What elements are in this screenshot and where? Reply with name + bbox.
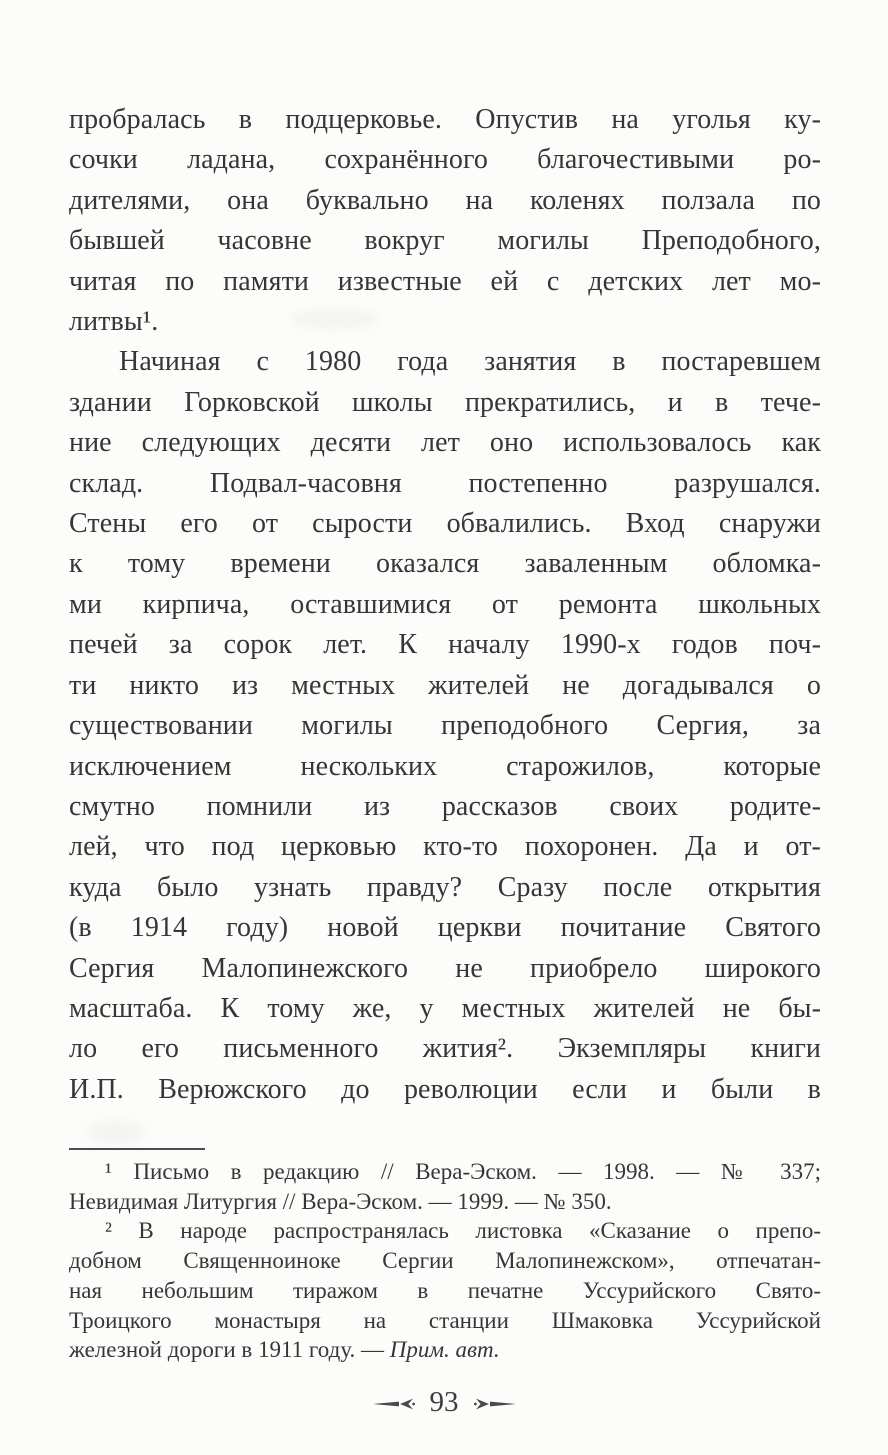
footnote <box>69 1157 821 1216</box>
text-line: Стены его от сырости обвалились. Вход снаружи <box>69 508 821 540</box>
footnote-line <box>69 1335 821 1365</box>
text-line: к тому времени оказался заваленным обломка- <box>69 548 821 580</box>
text-line: И.П. Верюжского до революции если и были в <box>69 1073 821 1105</box>
footnote-line: ная небольшим тиражом в печатне Уссурийского Свято- <box>69 1277 821 1303</box>
footnote-text: железной дороги в 1911 году. — <box>69 1337 390 1363</box>
text-line: ми кирпича, оставшимися от ремонта школьных <box>69 588 821 620</box>
page-number: 93 <box>429 1386 459 1418</box>
text-line: исключением нескольких старожилов, которые <box>69 750 821 782</box>
footnote-line: Невидимая Литургия // Вера-Эском. — 1999. — № 350. <box>69 1188 612 1214</box>
scan-smudge <box>86 1120 146 1146</box>
footnote-line: ² В народе распространялась листовка «Сказание о препо- <box>105 1218 821 1244</box>
author-note-italic: Прим. авт. <box>389 1337 500 1363</box>
footnotes <box>69 1157 821 1365</box>
arrow-fleuron-left-icon <box>373 1397 415 1411</box>
text-line: сочки ладана, сохранённого благочестивыми ро- <box>69 144 821 176</box>
paragraph <box>69 100 821 342</box>
text-line: существовании могилы преподобного Сергия, за <box>69 710 821 742</box>
text-line: дителями, она буквально на коленях ползала по <box>69 184 821 216</box>
page-footer <box>0 1388 888 1419</box>
arrow-fleuron-right-icon <box>474 1397 516 1411</box>
main-text-block <box>69 100 821 1110</box>
text-line: (в 1914 году) новой церкви почитание Святого <box>69 912 821 944</box>
footnote-line: Троицкого монастыря на станции Шмаковка Уссурийской <box>69 1307 821 1333</box>
text-line: Начиная с 1980 года занятия в постаревшем <box>119 346 821 378</box>
footnote-line: добном Священноиноке Сергии Малопинежском», отпечатан- <box>69 1248 821 1274</box>
text-line: литвы¹. <box>69 306 159 338</box>
text-line: ло его письменного жития². Экземпляры книги <box>69 1033 821 1065</box>
footnote-line: ¹ Письмо в редакцию // Вера-Эском. — 1998. — № 337; <box>105 1159 821 1184</box>
text-line: куда было узнать правду? Сразу после открытия <box>69 871 821 903</box>
text-line: смутно помнили из рассказов своих родите- <box>69 790 821 822</box>
text-line: лей, что под церковью кто-то похоронен. Да и от- <box>69 831 821 863</box>
text-line: склад. Подвал-часовня постепенно разрушался. <box>69 467 821 499</box>
text-line: читая по памяти известные ей с детских лет мо- <box>69 265 821 297</box>
footnote-separator-rule <box>69 1148 205 1150</box>
footnote <box>69 1216 821 1365</box>
text-line: масштаба. К тому же, у местных жителей не бы- <box>69 992 821 1024</box>
text-line: ти никто из местных жителей не догадывался о <box>69 669 821 701</box>
text-line: печей за сорок лет. К началу 1990-х годов поч- <box>69 629 821 661</box>
text-line: бывшей часовне вокруг могилы Преподобного, <box>69 225 821 257</box>
text-line: пробралась в подцерковье. Опустив на уголья ку- <box>69 104 821 135</box>
text-line: ние следующих десяти лет оно использовалось как <box>69 427 821 459</box>
text-line: Сергия Малопинежского не приобрело широкого <box>69 952 821 984</box>
paragraph <box>69 342 821 1110</box>
text-line: здании Горковской школы прекратились, и в тече- <box>69 386 821 418</box>
